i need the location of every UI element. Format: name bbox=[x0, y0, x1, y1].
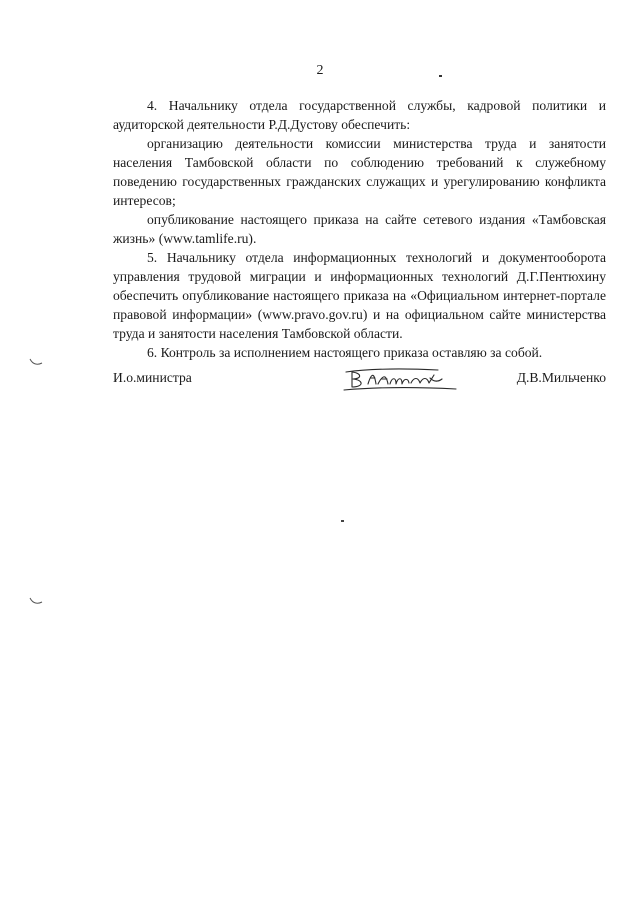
document-body bbox=[113, 96, 606, 362]
paragraph-item-5: 5. Начальнику отдела информационных технологий и документооборота управления трудовой миграции и информационных технологий Д.Г.Пентюхину обеспечить опубликование настоящего приказа на «Официальном интернет-портале правовой информации» (www.pravo.gov.ru) и на официальном сайте министерства труда и занятости населения Тамбовской области. bbox=[113, 250, 606, 341]
scan-mark-left-upper bbox=[28, 357, 44, 367]
scan-mark-top bbox=[438, 74, 444, 78]
paragraph-item-6: 6. Контроль за исполнением настоящего приказа оставляю за собой. bbox=[147, 345, 543, 360]
paragraph-item-4-b: опубликование настоящего приказа на сайте сетевого издания «Тамбовская жизнь» (www.tamlife.ru). bbox=[113, 212, 606, 246]
signatory-name: Д.В.Мильченко bbox=[516, 370, 606, 385]
handwritten-signature bbox=[338, 360, 463, 394]
signatory-title: И.о.министра bbox=[113, 370, 192, 385]
scan-mark-center bbox=[340, 519, 346, 523]
scan-mark-left-lower bbox=[28, 596, 44, 606]
paragraph-item-4: 4. Начальнику отдела государственной службы, кадровой политики и аудиторской деятельности Р.Д.Дустову обеспечить: bbox=[113, 98, 606, 132]
paragraph-item-4-a: организацию деятельности комиссии министерства труда и занятости населения Тамбовской области по соблюдению требований к служебному поведению государственных гражданских служащих и урегулированию конфликта интересов; bbox=[113, 136, 606, 208]
page-number: 2 bbox=[316, 63, 324, 78]
signature-block bbox=[113, 364, 606, 394]
